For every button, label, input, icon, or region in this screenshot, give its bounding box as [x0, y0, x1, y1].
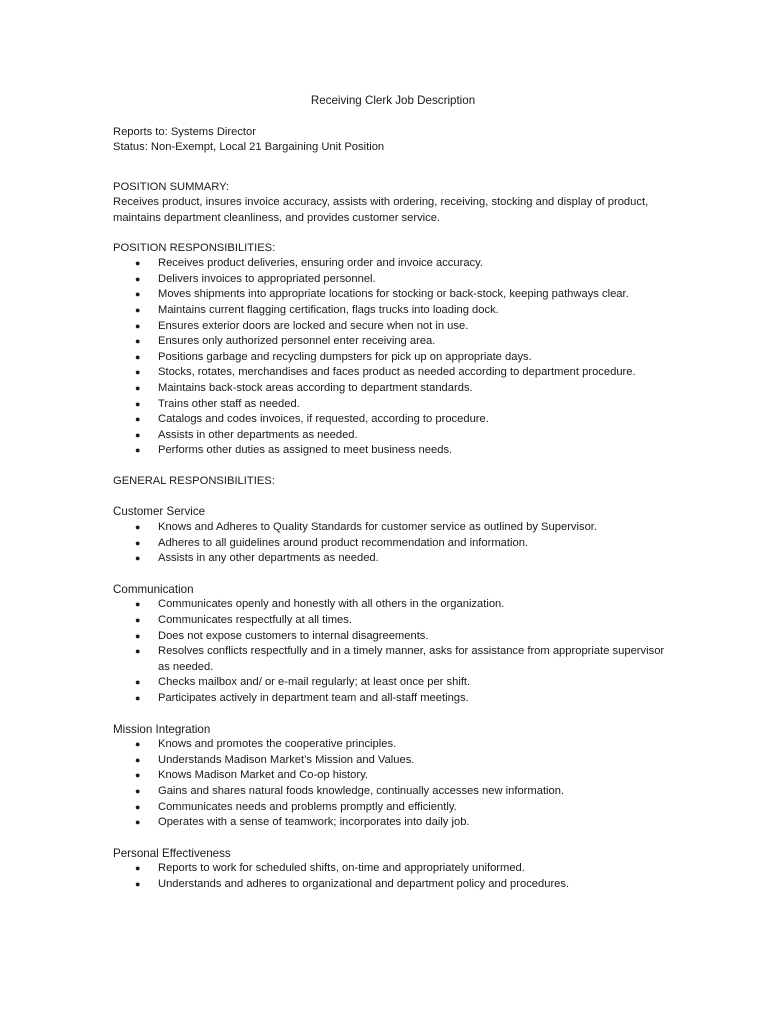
- list-item-text: Positions garbage and recycling dumpsters for pick up on appropriate days.: [158, 350, 532, 363]
- bullet-icon: ●: [135, 336, 141, 347]
- reports-to: Reports to: Systems Director: [113, 125, 256, 138]
- position-summary-text: Receives product, insures invoice accuracy, assists with ordering, receiving, stocking and display of product, maintains department cleanliness, and provides customer service.: [113, 196, 649, 224]
- bullet-icon: ●: [135, 754, 141, 765]
- list-item: [113, 691, 673, 707]
- list-item: [113, 287, 673, 303]
- list-item-text: Communicates needs and problems promptly and efficiently.: [158, 800, 457, 813]
- bullet-icon: ●: [135, 351, 141, 362]
- list-item-text: Catalogs and codes invoices, if requested, according to procedure.: [158, 413, 489, 426]
- bullet-icon: ●: [135, 878, 141, 889]
- position-responsibilities-list: [113, 256, 673, 459]
- bullet-icon: ●: [135, 785, 141, 796]
- bullet-icon: ●: [135, 414, 141, 425]
- bullet-icon: ●: [135, 304, 141, 315]
- bullet-icon: ●: [135, 273, 141, 284]
- list-item-text: Performs other duties as assigned to meet business needs.: [158, 444, 453, 457]
- bullet-icon: ●: [135, 445, 141, 456]
- list-item: [113, 350, 673, 366]
- list-item-text: Ensures only authorized personnel enter receiving area.: [158, 335, 436, 348]
- list-item: [113, 597, 673, 613]
- personal-effectiveness-heading: Personal Effectiveness: [113, 846, 231, 860]
- list-item-text: Knows Madison Market and Co-op history.: [158, 769, 368, 782]
- list-item: [113, 334, 673, 350]
- bullet-icon: ●: [135, 382, 141, 393]
- list-item-text: Communicates respectfully at all times.: [158, 614, 352, 627]
- list-item: [113, 272, 673, 288]
- list-item-text: Trains other staff as needed.: [158, 397, 300, 410]
- list-item-text: Communicates openly and honestly with all others in the organization.: [158, 598, 505, 611]
- list-item: [113, 536, 673, 552]
- bullet-icon: ●: [135, 599, 141, 610]
- bullet-icon: ●: [135, 258, 141, 269]
- bullet-icon: ●: [135, 770, 141, 781]
- list-item: [113, 256, 673, 272]
- document-title: Receiving Clerk Job Description: [310, 94, 476, 107]
- list-item: [113, 520, 673, 536]
- list-item: [113, 784, 673, 800]
- list-item: [113, 737, 673, 753]
- document-body: [113, 93, 673, 893]
- list-item: [113, 551, 673, 567]
- list-item: [113, 644, 673, 675]
- bullet-icon: ●: [135, 801, 141, 812]
- list-item: [113, 768, 673, 784]
- list-item-text: Reports to work for scheduled shifts, on-time and appropriately uniformed.: [158, 862, 525, 875]
- bullet-icon: ●: [135, 863, 141, 874]
- bullet-icon: ●: [135, 739, 141, 750]
- list-item: [113, 319, 673, 335]
- bullet-icon: ●: [135, 429, 141, 440]
- bullet-icon: ●: [135, 553, 141, 564]
- list-item-text: Checks mailbox and/ or e-mail regularly; at least once per shift.: [158, 676, 471, 689]
- list-item: [113, 381, 673, 397]
- bullet-icon: ●: [135, 630, 141, 641]
- customer-service-list: [113, 520, 673, 567]
- list-item-text: Stocks, rotates, merchandises and faces product as needed according to department procedure.: [158, 366, 636, 379]
- list-item: [113, 800, 673, 816]
- list-item-text: Receives product deliveries, ensuring order and invoice accuracy.: [158, 257, 484, 270]
- bullet-icon: ●: [135, 289, 141, 300]
- bullet-icon: ●: [135, 398, 141, 409]
- list-item: [113, 815, 673, 831]
- list-item-text: Knows and Adheres to Quality Standards for customer service as outlined by Supervisor.: [158, 521, 598, 534]
- customer-service-heading: Customer Service: [113, 505, 206, 519]
- list-item-text: Delivers invoices to appropriated personnel.: [158, 272, 376, 285]
- list-item-text: Operates with a sense of teamwork; incorporates into daily job.: [158, 816, 470, 829]
- list-item: [113, 443, 673, 459]
- list-item-text: Assists in any other departments as needed.: [158, 552, 379, 565]
- status-line: Status: Non-Exempt, Local 21 Bargaining Unit Position: [113, 141, 385, 154]
- list-item-text: Understands Madison Market’s Mission and Values.: [158, 753, 415, 766]
- list-item-text: Participates actively in department team and all-staff meetings.: [158, 692, 469, 704]
- list-item: [113, 753, 673, 769]
- list-item-text: Maintains current flagging certification, flags trucks into loading dock.: [158, 303, 499, 316]
- position-responsibilities-heading: POSITION RESPONSIBILITIES:: [113, 241, 276, 254]
- list-item-text: Assists in other departments as needed.: [158, 428, 358, 441]
- list-item-text: Resolves conflicts respectfully and in a timely manner, asks for assistance from appropriate supervisor as needed.: [158, 645, 665, 673]
- list-item: [113, 861, 673, 877]
- list-item: [113, 303, 673, 319]
- list-item-text: Ensures exterior doors are locked and secure when not in use.: [158, 319, 469, 332]
- list-item-text: Moves shipments into appropriate locations for stocking or back-stock, keeping pathways clear.: [158, 288, 629, 301]
- communication-list: [113, 597, 673, 706]
- bullet-icon: ●: [135, 367, 141, 378]
- bullet-icon: ●: [135, 320, 141, 331]
- list-item-text: Gains and shares natural foods knowledge, continually accesses new information.: [158, 784, 565, 797]
- list-item: [113, 877, 673, 893]
- general-responsibilities-heading: GENERAL RESPONSIBILITIES:: [113, 474, 275, 487]
- communication-heading: Communication: [113, 582, 194, 596]
- list-item-text: Maintains back-stock areas according to department standards.: [158, 381, 473, 394]
- list-item: [113, 675, 673, 691]
- bullet-icon: ●: [135, 522, 141, 533]
- mission-integration-heading: Mission Integration: [113, 722, 211, 736]
- bullet-icon: ●: [135, 615, 141, 626]
- position-summary-heading: POSITION SUMMARY:: [113, 180, 230, 193]
- mission-integration-list: [113, 737, 673, 831]
- list-item-text: Does not expose customers to internal disagreements.: [158, 629, 429, 642]
- list-item: [113, 613, 673, 629]
- personal-effectiveness-list: [113, 861, 673, 892]
- list-item-text: Adheres to all guidelines around product recommendation and information.: [158, 536, 529, 549]
- bullet-icon: ●: [135, 693, 141, 703]
- list-item: [113, 412, 673, 428]
- list-item-text: Understands and adheres to organizational and department policy and procedures.: [158, 877, 570, 890]
- list-item-text: Knows and promotes the cooperative principles.: [158, 738, 397, 751]
- list-item: [113, 365, 673, 381]
- bullet-icon: ●: [135, 817, 141, 828]
- bullet-icon: ●: [135, 677, 141, 688]
- bullet-icon: ●: [135, 537, 141, 548]
- list-item: [113, 629, 673, 645]
- bullet-icon: ●: [135, 646, 141, 657]
- list-item: [113, 428, 673, 444]
- list-item: [113, 397, 673, 413]
